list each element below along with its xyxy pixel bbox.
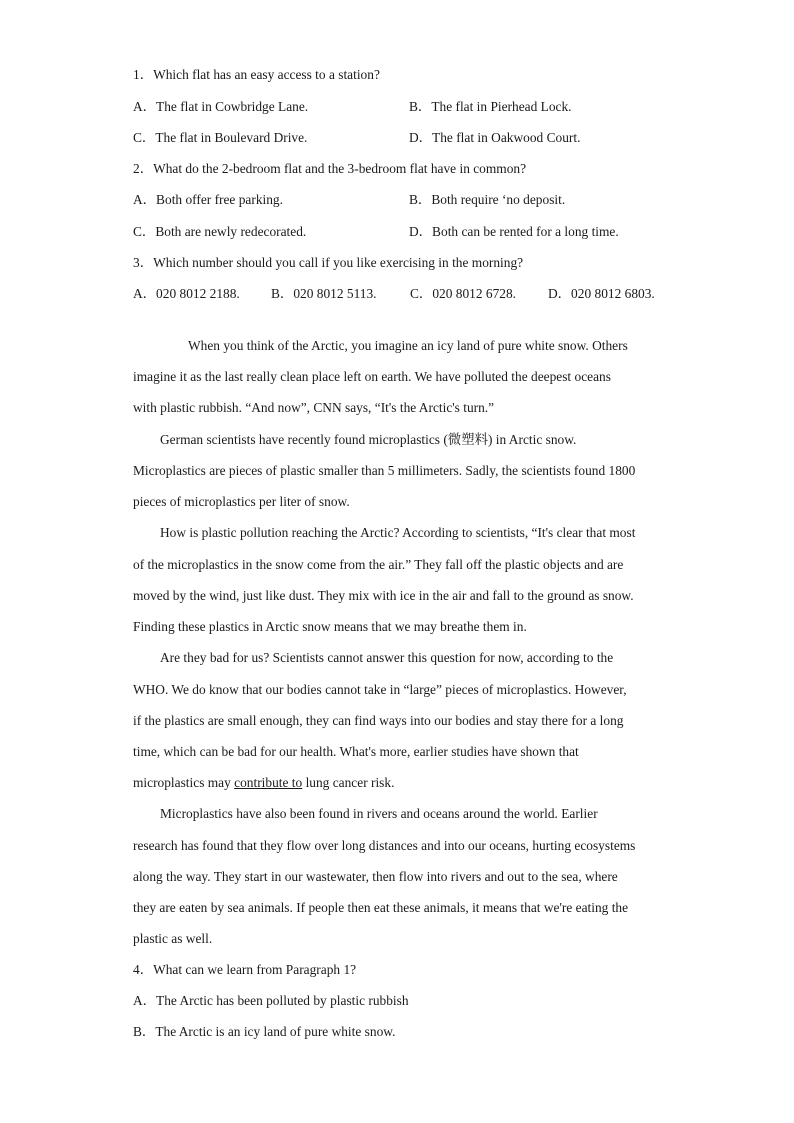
p2-line-1: German scientists have recently found microplastics (微塑料) in Arctic snow. xyxy=(160,432,577,447)
q3-option-c: C．020 8012 6728. xyxy=(410,286,517,301)
p5-line-3: along the way. They start in our wastewater, then flow into rivers and out to the sea, where xyxy=(133,869,618,884)
p4-text-after: lung cancer risk. xyxy=(302,775,395,790)
p4-line-3: if the plastics are small enough, they can find ways into our bodies and stay there for a long xyxy=(133,713,624,728)
q4-stem: 4．What can we learn from Paragraph 1? xyxy=(133,962,357,977)
q3-option-d: D．020 8012 6803. xyxy=(548,286,655,301)
p5-line-2: research has found that they flow over long distances and into our oceans, hurting ecosystems xyxy=(133,838,636,853)
q2-option-c: C．Both are newly redecorated. xyxy=(133,224,307,239)
p4-text-before: microplastics may xyxy=(133,775,235,790)
p3-line-2: of the microplastics in the snow come from the air.” They fall off the plastic objects and are xyxy=(133,557,624,572)
q1-option-d: D．The flat in Oakwood Court. xyxy=(409,130,581,145)
p2-line-2: Microplastics are pieces of plastic smaller than 5 millimeters. Sadly, the scientists found 1800 xyxy=(133,463,636,478)
underlined-phrase: contribute to xyxy=(234,775,303,790)
q4-option-a: A．The Arctic has been polluted by plastic rubbish xyxy=(133,993,409,1008)
p5-line-4: they are eaten by sea animals. If people then eat these animals, it means that we're eating the xyxy=(133,900,629,915)
p4-line-5 xyxy=(133,775,394,791)
q4-option-b: B．The Arctic is an icy land of pure white snow. xyxy=(133,1024,396,1039)
p4-line-1: Are they bad for us? Scientists cannot answer this question for now, according to the xyxy=(160,650,614,665)
q3-option-b: B．020 8012 5113. xyxy=(271,286,377,301)
p1-line-2: imagine it as the last really clean place left on earth. We have polluted the deepest oceans xyxy=(133,369,611,384)
p5-line-5: plastic as well. xyxy=(133,931,213,946)
q2-option-a: A．Both offer free parking. xyxy=(133,192,283,207)
q2-option-d: D．Both can be rented for a long time. xyxy=(409,224,619,239)
p4-line-2: WHO. We do know that our bodies cannot take in “large” pieces of microplastics. However, xyxy=(133,682,627,697)
p1-line-3: with plastic rubbish. “And now”, CNN says, “It's the Arctic's turn.” xyxy=(133,400,495,415)
p2-line-3: pieces of microplastics per liter of snow. xyxy=(133,494,350,509)
q3-stem: 3．Which number should you call if you like exercising in the morning? xyxy=(133,255,524,270)
p5-line-1: Microplastics have also been found in rivers and oceans around the world. Earlier xyxy=(160,806,598,821)
q1-stem: 1．Which flat has an easy access to a station? xyxy=(133,67,380,82)
p3-line-1: How is plastic pollution reaching the Arctic? According to scientists, “It's clear that most xyxy=(160,525,636,540)
q2-option-b: B．Both require ‘no deposit. xyxy=(409,192,566,207)
q1-option-b: B．The flat in Pierhead Lock. xyxy=(409,99,572,114)
q2-stem: 2．What do the 2-bedroom flat and the 3-bedroom flat have in common? xyxy=(133,161,527,176)
q3-option-a: A．020 8012 2188. xyxy=(133,286,240,301)
p3-line-3: moved by the wind, just like dust. They mix with ice in the air and fall to the ground as snow. xyxy=(133,588,634,603)
p1-line-1: When you think of the Arctic, you imagine an icy land of pure white snow. Others xyxy=(188,338,628,353)
q1-option-a: A．The flat in Cowbridge Lane. xyxy=(133,99,309,114)
p4-line-4: time, which can be bad for our health. What's more, earlier studies have shown that xyxy=(133,744,579,759)
q1-option-c: C．The flat in Boulevard Drive. xyxy=(133,130,308,145)
p3-line-4: Finding these plastics in Arctic snow means that we may breathe them in. xyxy=(133,619,527,634)
